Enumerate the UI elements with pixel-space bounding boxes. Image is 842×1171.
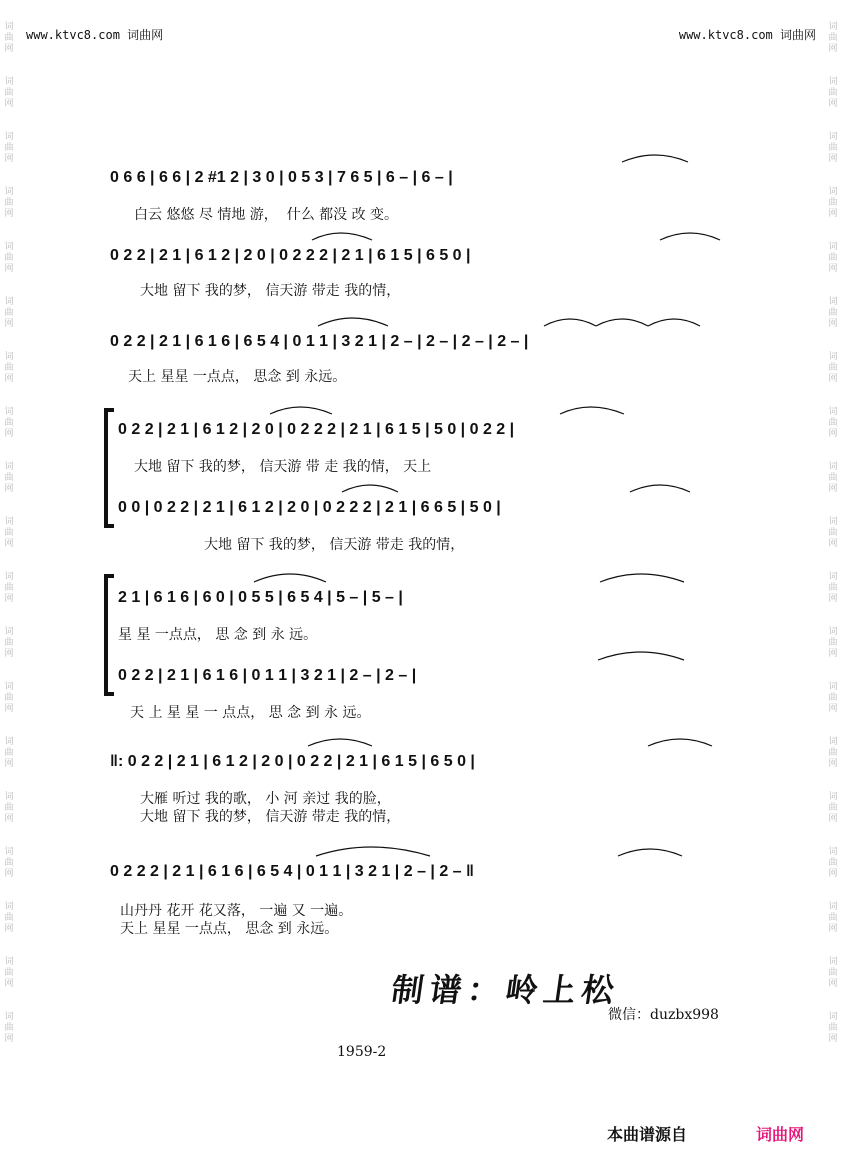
edge-watermark-glyph: 网 xyxy=(4,429,14,439)
edge-watermark-glyph: 曲 xyxy=(828,253,838,263)
edge-watermark-group xyxy=(828,440,837,495)
edge-watermark-group xyxy=(4,770,13,825)
edge-watermark-glyph: 曲 xyxy=(4,638,14,648)
edge-watermark-glyph: 词 xyxy=(4,902,14,912)
edge-watermark-glyph: 曲 xyxy=(4,33,14,43)
edge-watermark-group xyxy=(828,220,837,275)
system-6-notes: ‖: 0 2 2 | 2 1 | 6 1 2 | 2 0 | 0 2 2 | 2 1 | 6 1 5 | 6 5 0 | xyxy=(110,753,475,770)
edge-watermark-group xyxy=(828,0,837,55)
edge-watermark-glyph: 网 xyxy=(828,539,838,549)
arranger-signature: 制谱：岭上松 xyxy=(389,971,623,1009)
edge-watermark-glyph: 网 xyxy=(828,814,838,824)
edge-watermark-glyph: 曲 xyxy=(828,1023,838,1033)
edge-watermark-glyph: 网 xyxy=(828,319,838,329)
edge-watermark-glyph: 曲 xyxy=(4,143,14,153)
edge-watermark-glyph: 词 xyxy=(4,297,14,307)
edge-watermark-group xyxy=(828,770,837,825)
edge-watermark-glyph: 曲 xyxy=(4,418,14,428)
left-edge-watermark xyxy=(3,0,15,1171)
edge-watermark-group xyxy=(828,165,837,220)
edge-watermark-glyph: 网 xyxy=(828,264,838,274)
edge-watermark-glyph: 网 xyxy=(828,759,838,769)
edge-watermark-glyph: 网 xyxy=(828,209,838,219)
edge-watermark-glyph: 网 xyxy=(4,649,14,659)
edge-watermark-group xyxy=(4,110,13,165)
edge-watermark-glyph: 词 xyxy=(4,737,14,747)
edge-watermark-glyph: 曲 xyxy=(828,33,838,43)
edge-watermark-glyph: 词 xyxy=(828,132,838,142)
edge-watermark-glyph: 曲 xyxy=(4,253,14,263)
edge-watermark-glyph: 词 xyxy=(828,517,838,527)
edge-watermark-glyph: 网 xyxy=(828,869,838,879)
edge-watermark-glyph: 曲 xyxy=(4,968,14,978)
header-url-left[interactable]: www.ktvc8.com 词曲网 xyxy=(26,28,164,42)
edge-watermark-glyph: 网 xyxy=(828,649,838,659)
edge-watermark-glyph: 曲 xyxy=(828,913,838,923)
system-4-lower-lyrics: 大地 留下 我的梦， 信天游 带走 我的情， xyxy=(204,537,465,553)
edge-watermark-glyph: 网 xyxy=(828,484,838,494)
edge-watermark-glyph: 曲 xyxy=(4,858,14,868)
system-6-lyrics-verse-2: 大地 留下 我的梦， 信天游 带走 我的情， xyxy=(140,809,401,825)
system-7-lyrics-verse-1: 山丹丹 花开 花又落， 一遍 又 一遍。 xyxy=(120,903,353,919)
system-7-lyrics-verse-2: 天上 星星 一点点， 思念 到 永远。 xyxy=(120,921,339,937)
edge-watermark-glyph: 词 xyxy=(828,1012,838,1022)
edge-watermark-group xyxy=(4,220,13,275)
system-6-lyrics-verse-1: 大雁 听过 我的歌， 小 河 亲过 我的脸， xyxy=(140,791,391,807)
edge-watermark-group xyxy=(828,935,837,990)
edge-watermark-glyph: 词 xyxy=(4,847,14,857)
edge-watermark-group xyxy=(828,550,837,605)
edge-watermark-glyph: 词 xyxy=(4,352,14,362)
edge-watermark-glyph: 网 xyxy=(4,44,14,54)
edge-watermark-group xyxy=(828,385,837,440)
edge-watermark-glyph: 网 xyxy=(4,99,14,109)
edge-watermark-glyph: 网 xyxy=(4,319,14,329)
edge-watermark-glyph: 词 xyxy=(4,242,14,252)
edge-watermark-glyph: 词 xyxy=(4,22,14,32)
edge-watermark-glyph: 词 xyxy=(828,572,838,582)
edge-watermark-glyph: 曲 xyxy=(4,803,14,813)
edge-watermark-glyph: 网 xyxy=(4,154,14,164)
edge-watermark-glyph: 网 xyxy=(4,814,14,824)
system-4-lower-notes: 0 0 | 0 2 2 | 2 1 | 6 1 2 | 2 0 | 0 2 2 2 | 2 1 | 6 6 5 | 5 0 | xyxy=(118,499,501,516)
edge-watermark-group xyxy=(4,440,13,495)
edge-watermark-group xyxy=(4,935,13,990)
edge-watermark-glyph: 词 xyxy=(4,187,14,197)
edge-watermark-group xyxy=(4,880,13,935)
system-2-lyrics: 大地 留下 我的梦， 信天游 带走 我的情， xyxy=(140,283,401,299)
edge-watermark-glyph: 曲 xyxy=(828,858,838,868)
edge-watermark-glyph: 词 xyxy=(4,462,14,472)
edge-watermark-glyph: 网 xyxy=(828,704,838,714)
edge-watermark-glyph: 词 xyxy=(4,517,14,527)
edge-watermark-glyph: 曲 xyxy=(4,748,14,758)
edge-watermark-glyph: 曲 xyxy=(4,693,14,703)
edge-watermark-glyph: 曲 xyxy=(828,583,838,593)
edge-watermark-glyph: 曲 xyxy=(4,913,14,923)
edge-watermark-glyph: 词 xyxy=(828,957,838,967)
edge-watermark-group xyxy=(828,605,837,660)
edge-watermark-glyph: 网 xyxy=(4,979,14,989)
edge-watermark-glyph: 词 xyxy=(4,957,14,967)
edge-watermark-group xyxy=(4,385,13,440)
edge-watermark-glyph: 网 xyxy=(4,264,14,274)
edge-watermark-group xyxy=(828,825,837,880)
edge-watermark-group xyxy=(828,495,837,550)
edge-watermark-group xyxy=(828,330,837,385)
edge-watermark-glyph: 曲 xyxy=(828,473,838,483)
edge-watermark-glyph: 词 xyxy=(828,187,838,197)
edge-watermark-group xyxy=(4,165,13,220)
edge-watermark-group xyxy=(828,715,837,770)
edge-watermark-glyph: 词 xyxy=(828,737,838,747)
system-5-lower-notes: 0 2 2 | 2 1 | 6 1 6 | 0 1 1 | 3 2 1 | 2 – | 2 – | xyxy=(118,667,417,684)
edge-watermark-glyph: 曲 xyxy=(828,363,838,373)
wechat-id: 微信：duzbx998 xyxy=(608,1007,719,1023)
edge-watermark-glyph: 词 xyxy=(828,902,838,912)
edge-watermark-glyph: 网 xyxy=(4,759,14,769)
edge-watermark-glyph: 曲 xyxy=(828,528,838,538)
system-4-upper-lyrics: 大地 留下 我的梦， 信天游 带 走 我的情， 天上 xyxy=(134,459,432,475)
edge-watermark-glyph: 曲 xyxy=(4,473,14,483)
edge-watermark-group xyxy=(828,110,837,165)
brand-logo-link[interactable]: 词曲网 xyxy=(756,1125,805,1144)
edge-watermark-group xyxy=(828,275,837,330)
edge-watermark-glyph: 网 xyxy=(828,1034,838,1044)
edge-watermark-glyph: 网 xyxy=(828,154,838,164)
edge-watermark-group xyxy=(828,990,837,1045)
edge-watermark-glyph: 网 xyxy=(4,374,14,384)
edge-watermark-group xyxy=(4,550,13,605)
edge-watermark-glyph: 词 xyxy=(828,682,838,692)
edge-watermark-glyph: 词 xyxy=(828,462,838,472)
edge-watermark-glyph: 网 xyxy=(4,869,14,879)
edge-watermark-glyph: 词 xyxy=(828,847,838,857)
system-5-upper-lyrics: 星 星 一点点， 思 念 到 永 远。 xyxy=(118,627,318,643)
edge-watermark-glyph: 词 xyxy=(4,77,14,87)
edge-watermark-glyph: 曲 xyxy=(4,198,14,208)
edge-watermark-glyph: 曲 xyxy=(828,638,838,648)
edge-watermark-glyph: 词 xyxy=(4,132,14,142)
system-4-upper-notes: 0 2 2 | 2 1 | 6 1 2 | 2 0 | 0 2 2 2 | 2 1 | 6 1 5 | 5 0 | 0 2 2 | xyxy=(118,421,515,438)
system-5-bracket xyxy=(104,574,108,696)
edge-watermark-glyph: 网 xyxy=(828,594,838,604)
system-4-bracket xyxy=(104,408,108,528)
edge-watermark-glyph: 网 xyxy=(828,429,838,439)
edge-watermark-group xyxy=(4,825,13,880)
edge-watermark-glyph: 曲 xyxy=(828,803,838,813)
source-label: 本曲谱源自 xyxy=(607,1125,688,1144)
edge-watermark-glyph: 词 xyxy=(828,22,838,32)
edge-watermark-group xyxy=(4,660,13,715)
edge-watermark-glyph: 曲 xyxy=(828,308,838,318)
edge-watermark-glyph: 网 xyxy=(4,704,14,714)
edge-watermark-glyph: 网 xyxy=(828,44,838,54)
edge-watermark-glyph: 曲 xyxy=(828,88,838,98)
right-edge-watermark xyxy=(827,0,839,1171)
edge-watermark-group xyxy=(828,660,837,715)
edge-watermark-glyph: 曲 xyxy=(828,198,838,208)
system-7-notes: 0 2 2 2 | 2 1 | 6 1 6 | 6 5 4 | 0 1 1 | 3 2 1 | 2 – | 2 – ‖ xyxy=(110,863,474,880)
edge-watermark-glyph: 曲 xyxy=(828,968,838,978)
edge-watermark-glyph: 网 xyxy=(828,374,838,384)
system-1-lyrics: 白云 悠悠 尽 情地 游， 什么 都没 改 变。 xyxy=(134,207,399,223)
edge-watermark-glyph: 网 xyxy=(4,594,14,604)
edge-watermark-glyph: 网 xyxy=(4,1034,14,1044)
system-5-upper-notes: 2 1 | 6 1 6 | 6 0 | 0 5 5 | 6 5 4 | 5 – | 5 – | xyxy=(118,589,403,606)
edge-watermark-glyph: 网 xyxy=(828,924,838,934)
edge-watermark-group xyxy=(4,495,13,550)
edge-watermark-glyph: 网 xyxy=(4,484,14,494)
edge-watermark-glyph: 词 xyxy=(4,572,14,582)
edge-watermark-group xyxy=(4,990,13,1045)
edge-watermark-glyph: 曲 xyxy=(828,748,838,758)
edge-watermark-glyph: 曲 xyxy=(828,143,838,153)
edge-watermark-glyph: 网 xyxy=(4,209,14,219)
edge-watermark-glyph: 词 xyxy=(4,407,14,417)
edge-watermark-glyph: 网 xyxy=(4,539,14,549)
edge-watermark-group xyxy=(828,55,837,110)
edge-watermark-glyph: 词 xyxy=(828,407,838,417)
edge-watermark-glyph: 曲 xyxy=(4,363,14,373)
system-3-notes: 0 2 2 | 2 1 | 6 1 6 | 6 5 4 | 0 1 1 | 3 2 1 | 2 – | 2 – | 2 – | 2 – | xyxy=(110,333,529,350)
edge-watermark-glyph: 词 xyxy=(828,242,838,252)
edge-watermark-glyph: 网 xyxy=(828,979,838,989)
system-3-lyrics: 天上 星星 一点点， 思念 到 永远。 xyxy=(128,369,347,385)
edge-watermark-glyph: 词 xyxy=(828,792,838,802)
edge-watermark-glyph: 曲 xyxy=(4,308,14,318)
system-2-notes: 0 2 2 | 2 1 | 6 1 2 | 2 0 | 0 2 2 2 | 2 1 | 6 1 5 | 6 5 0 | xyxy=(110,247,471,264)
edge-watermark-glyph: 词 xyxy=(828,627,838,637)
edge-watermark-glyph: 曲 xyxy=(4,528,14,538)
system-5-lower-lyrics: 天 上 星 星 一 点点， 思 念 到 永 远。 xyxy=(130,705,371,721)
edge-watermark-group xyxy=(828,880,837,935)
edge-watermark-glyph: 词 xyxy=(4,682,14,692)
edge-watermark-glyph: 曲 xyxy=(828,693,838,703)
edge-watermark-group xyxy=(4,330,13,385)
edge-watermark-glyph: 曲 xyxy=(4,583,14,593)
edge-watermark-glyph: 词 xyxy=(4,792,14,802)
edge-watermark-glyph: 词 xyxy=(4,627,14,637)
system-1-notes: 0 6 6 | 6 6 | 2 #1 2 | 3 0 | 0 5 3 | 7 6 5 | 6 – | 6 – | xyxy=(110,169,453,186)
edge-watermark-glyph: 曲 xyxy=(828,418,838,428)
edge-watermark-group xyxy=(4,715,13,770)
edge-watermark-glyph: 曲 xyxy=(4,88,14,98)
edge-watermark-glyph: 词 xyxy=(828,297,838,307)
header-url-right[interactable]: www.ktvc8.com 词曲网 xyxy=(678,28,816,42)
edge-watermark-glyph: 词 xyxy=(828,352,838,362)
edge-watermark-glyph: 词 xyxy=(4,1012,14,1022)
edge-watermark-group xyxy=(4,0,13,55)
edge-watermark-group xyxy=(4,605,13,660)
edge-watermark-glyph: 词 xyxy=(828,77,838,87)
edge-watermark-glyph: 网 xyxy=(4,924,14,934)
edge-watermark-group xyxy=(4,55,13,110)
edge-watermark-glyph: 曲 xyxy=(4,1023,14,1033)
edge-watermark-group xyxy=(4,275,13,330)
composition-date: 1959-2 xyxy=(337,1044,387,1060)
edge-watermark-glyph: 网 xyxy=(828,99,838,109)
